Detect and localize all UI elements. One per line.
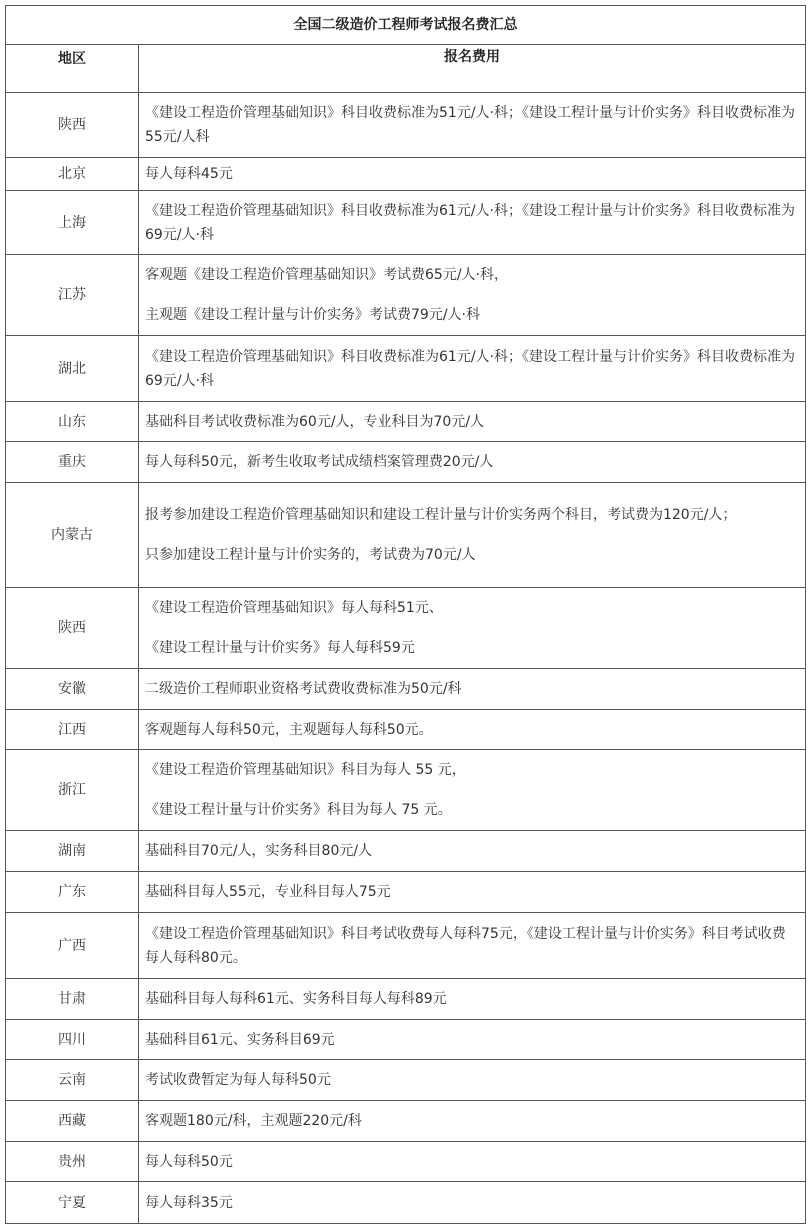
fee-text: 基础科目每人55元，专业科目每人75元 xyxy=(145,884,391,900)
fee-text: 《建设工程造价管理基础知识》科目收费标准为61元/人·科；《建设工程计量与计价实务》科目收费标准为69元/人·科 xyxy=(145,348,795,389)
fee-cell xyxy=(139,669,806,710)
fee-cell xyxy=(139,336,806,402)
fee-cell xyxy=(139,1020,806,1060)
fee-text: 《建设工程造价管理基础知识》科目为每人 55 元， xyxy=(145,762,466,778)
table-row xyxy=(6,191,806,255)
region-cell: 广西 xyxy=(6,913,139,979)
table-row xyxy=(6,93,806,158)
table-row xyxy=(6,158,806,191)
fee-text: 只参加建设工程计量与计价实务的，考试费为70元/人 xyxy=(145,547,476,563)
table-row xyxy=(6,1142,806,1182)
header-fee: 报名费用 xyxy=(139,45,806,93)
fee-text: 《建设工程造价管理基础知识》科目收费标准为51元/人·科；《建设工程计量与计价实务》科目收费标准为55元/人科 xyxy=(145,105,795,145)
fee-cell xyxy=(139,483,806,588)
fee-cell xyxy=(139,1182,806,1224)
table-row xyxy=(6,442,806,483)
table-row xyxy=(6,831,806,872)
table-row xyxy=(6,913,806,979)
region-cell: 四川 xyxy=(6,1020,139,1060)
fee-text: 每人每科45元 xyxy=(145,166,233,182)
region-cell: 江苏 xyxy=(6,255,139,336)
fee-cell xyxy=(139,1101,806,1142)
table-row xyxy=(6,979,806,1020)
fee-text: 每人每科35元 xyxy=(145,1194,233,1211)
fee-cell xyxy=(139,872,806,913)
region-cell: 广东 xyxy=(6,872,139,913)
table-row xyxy=(6,336,806,402)
fee-cell xyxy=(139,255,806,336)
fee-cell xyxy=(139,1142,806,1182)
header-row xyxy=(6,45,806,93)
fee-cell xyxy=(139,442,806,483)
table-row xyxy=(6,255,806,336)
fee-text: 考试收费暂定为每人每科50元 xyxy=(145,1072,331,1088)
fee-text: 客观题《建设工程造价管理基础知识》考试费65元/人·科， xyxy=(145,267,508,283)
region-cell: 浙江 xyxy=(6,750,139,831)
fee-text: 《建设工程造价管理基础知识》科目考试收费每人每科75元，《建设工程计量与计价实务》科目考试收费每人每科80元。 xyxy=(145,925,786,966)
fee-text: 基础科目每人每科61元、实务科目每人每科89元 xyxy=(145,991,447,1007)
region-cell: 湖北 xyxy=(6,336,139,402)
region-cell: 内蒙古 xyxy=(6,483,139,588)
table-row xyxy=(6,1060,806,1101)
fee-text: 每人每科50元 xyxy=(145,1153,233,1170)
table-row xyxy=(6,872,806,913)
fee-cell xyxy=(139,831,806,872)
fee-cell xyxy=(139,588,806,669)
region-cell: 重庆 xyxy=(6,442,139,483)
table-row xyxy=(6,750,806,831)
region-cell: 上海 xyxy=(6,191,139,255)
fee-cell xyxy=(139,158,806,191)
table-row xyxy=(6,588,806,669)
fee-text: 二级造价工程师职业资格考试费收费标准为50元/科 xyxy=(145,681,462,697)
table-row xyxy=(6,1020,806,1060)
fee-text: 客观题180元/科，主观题220元/科 xyxy=(145,1113,362,1129)
table-title: 全国二级造价工程师考试报名费汇总 xyxy=(6,6,806,45)
fee-text: 基础科目70元/人，实务科目80元/人 xyxy=(145,843,373,859)
fee-cell xyxy=(139,1060,806,1101)
fee-cell xyxy=(139,191,806,255)
fee-text: 《建设工程计量与计价实务》每人每科59元 xyxy=(145,640,415,656)
region-cell: 陕西 xyxy=(6,588,139,669)
fee-cell xyxy=(139,750,806,831)
table-row xyxy=(6,402,806,442)
table-row xyxy=(6,710,806,750)
fee-cell xyxy=(139,710,806,750)
fee-text: 《建设工程造价管理基础知识》科目收费标准为61元/人·科；《建设工程计量与计价实务》科目收费标准为69元/人·科 xyxy=(145,202,795,243)
region-cell: 云南 xyxy=(6,1060,139,1101)
fee-cell xyxy=(139,913,806,979)
region-cell: 陕西 xyxy=(6,93,139,158)
fee-cell xyxy=(139,402,806,442)
table-row xyxy=(6,1101,806,1142)
region-cell: 西藏 xyxy=(6,1101,139,1142)
table-row xyxy=(6,669,806,710)
fee-text: 每人每科50元，新考生收取考试成绩档案管理费20元/人 xyxy=(145,454,494,470)
fee-cell xyxy=(139,93,806,158)
fee-table-body xyxy=(6,6,806,1224)
region-cell: 安徽 xyxy=(6,669,139,710)
fee-text: 《建设工程计量与计价实务》科目为每人 75 元。 xyxy=(145,802,452,818)
fee-cell xyxy=(139,979,806,1020)
title-row xyxy=(6,6,806,45)
region-cell: 北京 xyxy=(6,158,139,191)
region-cell: 宁夏 xyxy=(6,1182,139,1224)
fee-text: 主观题《建设工程计量与计价实务》考试费79元/人·科 xyxy=(145,307,480,323)
table-row xyxy=(6,483,806,588)
region-cell: 湖南 xyxy=(6,831,139,872)
fee-text: 客观题每人每科50元，主观题每人每科50元。 xyxy=(145,721,433,738)
fee-text: 《建设工程造价管理基础知识》每人每科51元、 xyxy=(145,600,443,616)
fee-text: 报考参加建设工程造价管理基础知识和建设工程计量与计价实务两个科目，考试费为120元/人； xyxy=(145,507,737,523)
region-cell: 山东 xyxy=(6,402,139,442)
table-row xyxy=(6,1182,806,1224)
fee-table xyxy=(5,5,806,1224)
header-region: 地区 xyxy=(6,45,139,93)
region-cell: 江西 xyxy=(6,710,139,750)
region-cell: 甘肃 xyxy=(6,979,139,1020)
fee-text: 基础科目61元、实务科目69元 xyxy=(145,1031,335,1048)
fee-text: 基础科目考试收费标准为60元/人，专业科目为70元/人 xyxy=(145,413,485,430)
region-cell: 贵州 xyxy=(6,1142,139,1182)
